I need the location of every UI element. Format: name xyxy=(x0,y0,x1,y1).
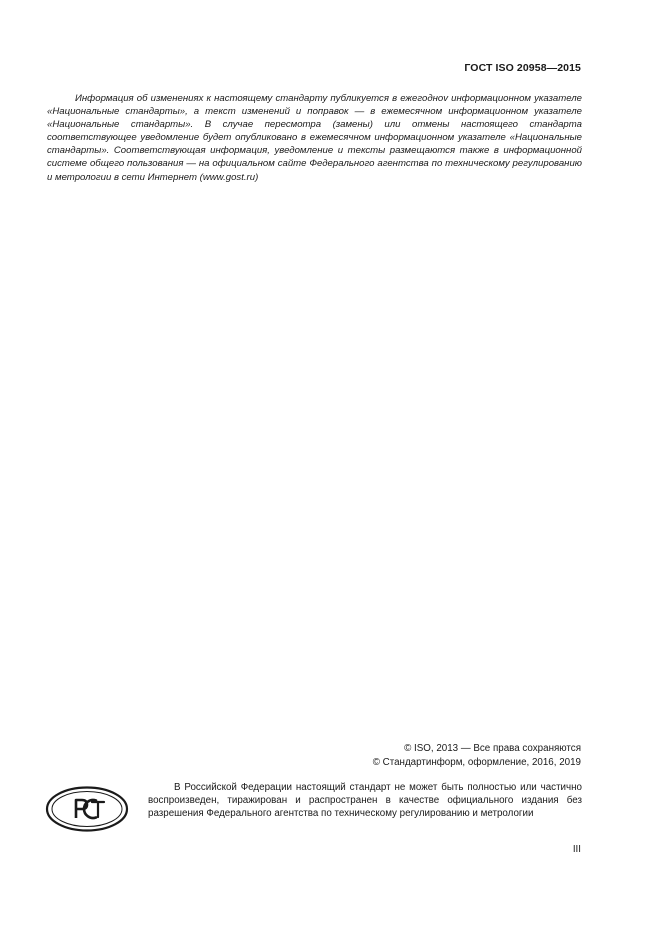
changes-notice-paragraph: Информация об изменениях к настоящему стандарту публикуется в ежегодноv информационном указателе «Национальные стандарты», а текст изменений и поправок — в ежемесячном информационном указателе «Национальные стандарты». В случае пересмотра (замены) или отмены настоящего стандарта соответствующее уведомление будет опубликовано в ежемесячном информационном указателе «Национальные стандарты». Соответствующая информация, уведомление и тексты размещаются также в информационной системе общего пользования — на официальном сайте Федерального агентства по техническому регулированию и метрологии в сети Интернет (www.gost.ru) xyxy=(47,93,582,183)
document-code: ГОСТ ISO 20958—2015 xyxy=(464,62,581,74)
standartinform-copyright: © Стандартинформ, оформление, 2016, 2019 xyxy=(372,757,581,768)
reproduction-restriction-paragraph: В Российской Федерации настоящий стандарт не может быть полностью или частично воспроизведен, тиражирован и распространен в качестве официального издания без разрешения Федерального агентства по техническому регулированию и метрологии xyxy=(148,782,582,820)
page-number: III xyxy=(572,844,581,855)
copyright-block xyxy=(373,742,581,770)
rst-certification-mark-icon xyxy=(45,786,129,832)
iso-copyright: © ISO, 2013 — Все права сохраняются xyxy=(404,743,581,754)
